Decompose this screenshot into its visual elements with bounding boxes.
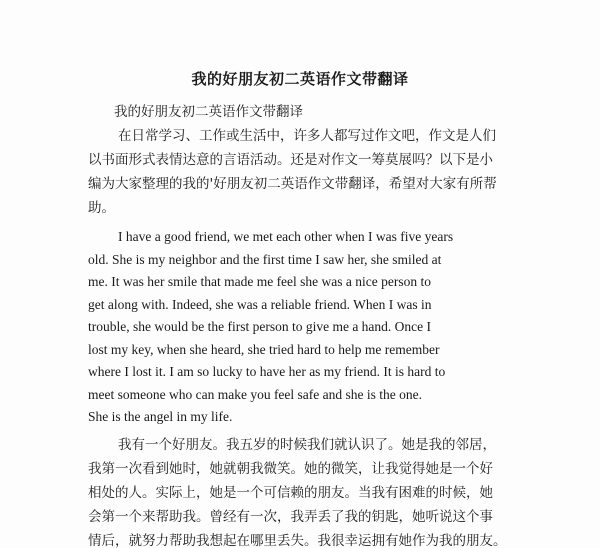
document-subtitle: 我的好朋友初二英语作文带翻译 xyxy=(114,104,303,120)
intro-paragraph xyxy=(88,124,548,220)
english-line: get along with. Indeed, she was a reliable friend. When I was in xyxy=(88,296,432,312)
english-line: old. She is my neighbor and the first time I saw her, she smiled at xyxy=(88,251,442,267)
english-line: me. It was her smile that made me feel she was a nice person to xyxy=(88,274,432,289)
english-line: where I lost it. I am so lucky to have her as my friend. It is hard to xyxy=(88,364,446,379)
document-title: 我的好朋友初二英语作文带翻译 xyxy=(191,70,409,88)
english-line: trouble, she would be the first person to give me a hand. Once I xyxy=(88,319,432,334)
english-line: lost my key, when she heard, she tried hard to help me remember xyxy=(88,341,440,357)
chinese-translation-paragraph xyxy=(88,433,548,548)
chinese-line: 我有一个好朋友。我五岁的时候我们就认识了。她是我的邻居， xyxy=(118,436,496,453)
intro-line: 编为大家整理的我的'好朋友初二英语作文带翻译，希望对大家有所帮 xyxy=(88,176,497,192)
english-paragraph xyxy=(88,226,548,429)
chinese-line: 我第一次看到她时，她就朝我微笑。她的微笑，让我觉得她是一个好 xyxy=(88,460,493,477)
english-line: I have a good friend, we met each other when I was five years xyxy=(118,229,454,244)
english-line: meet someone who can make you feel safe and she is the one. xyxy=(88,386,423,402)
document-body xyxy=(88,100,548,548)
english-line: She is the angel in my life. xyxy=(88,409,233,424)
intro-line: 在日常学习、工作或生活中，许多人都写过作文吧，作文是人们 xyxy=(118,128,496,144)
chinese-line: 情后，就努力帮助我想起在哪里丢失。我很幸运拥有她作为我的朋友。 xyxy=(88,532,507,548)
intro-line: 以书面形式表情达意的言语活动。还是对作文一筹莫展吗？以下是小 xyxy=(88,152,493,168)
chinese-line: 相处的人。实际上，她是一个可信赖的朋友。当我有困难的时候，她 xyxy=(88,484,493,501)
chinese-line: 会第一个来帮助我。曾经有一次，我弄丢了我的钥匙，她听说这个事 xyxy=(88,508,493,525)
intro-line: 助。 xyxy=(88,200,115,216)
